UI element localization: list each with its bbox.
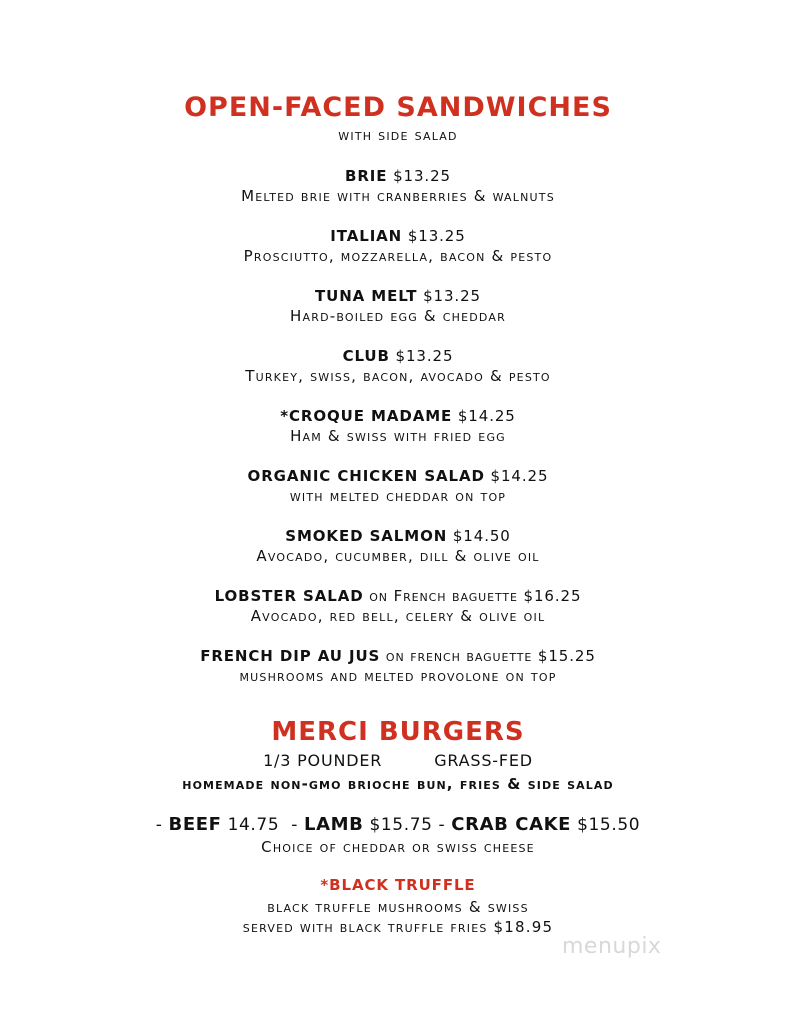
menu-item-name (0, 227, 796, 245)
menu-item-description: mushrooms and melted provolone on top (239, 667, 557, 685)
item-title: TUNA MELT (315, 287, 418, 305)
menu-item-description: with melted cheddar on top (289, 487, 507, 505)
item-title: *CROQUE MADAME (280, 407, 453, 425)
item-price: $16.25 (523, 587, 582, 605)
lamb-price: $15.75 (369, 815, 433, 835)
crab-price: $15.50 (577, 815, 641, 835)
menu-item-description: Avocado, cucumber, dill & olive oil (256, 547, 540, 565)
menu-item-description: Turkey, swiss, bacon, avocado & pesto (245, 367, 551, 385)
menu-item-name (0, 467, 796, 485)
item-title: LOBSTER SALAD (214, 587, 364, 605)
watermark-logo: menupix (562, 934, 662, 959)
item-price: $13.25 (395, 347, 454, 365)
burger-size-line (0, 751, 796, 770)
item-price: $14.50 (452, 527, 511, 545)
menu-item-name (0, 287, 796, 305)
menu-item-description: Avocado, red bell, celery & olive oil (250, 607, 546, 625)
item-title: BRIE (345, 167, 388, 185)
item-title: ITALIAN (330, 227, 403, 245)
item-title: SMOKED SALMON (285, 527, 448, 545)
menu-item-name (0, 407, 796, 425)
special-line1: black truffle mushrooms & swiss (267, 898, 529, 916)
menu-item-description: Prosciutto, mozzarella, bacon & pesto (243, 247, 553, 265)
cheese-choice: Choice of cheddar or swiss cheese (261, 838, 535, 856)
item-extra: on french baguette (385, 647, 533, 665)
item-price: $14.25 (490, 467, 549, 485)
menu-item-name (0, 167, 796, 185)
lamb-label: LAMB (304, 814, 364, 835)
special-line2: served with black truffle fries $18.95 (242, 918, 554, 936)
item-title: CLUB (342, 347, 390, 365)
item-extra: on French baguette (369, 587, 518, 605)
burger-options: - BEEF 14.75 - LAMB $15.75 - CRAB CAKE $15.50 (155, 814, 641, 835)
item-price: $15.25 (537, 647, 596, 665)
menu-item-description: Hard-boiled egg & cheddar (290, 307, 506, 325)
menu-item-name (0, 647, 796, 665)
beef-label: BEEF (168, 814, 222, 835)
special-name: *BLACK TRUFFLE (320, 876, 476, 894)
sandwiches-title: OPEN-FACED SANDWICHES (184, 92, 612, 123)
item-price: $13.25 (423, 287, 481, 305)
menu-item-name (0, 347, 796, 365)
burger-size: 1/3 POUNDER (263, 751, 383, 770)
crab-label: CRAB CAKE (451, 814, 572, 835)
burger-bun: homemade non-gmo brioche bun, fries & side salad (182, 775, 614, 793)
menu-item-description: Ham & swiss with fried egg (290, 427, 506, 445)
item-price: $14.25 (457, 407, 516, 425)
sandwiches-subtitle: with side salad (338, 126, 458, 144)
menu-item-name (0, 527, 796, 545)
item-title: FRENCH DIP AU JUS (200, 647, 381, 665)
burger-type: GRASS-FED (434, 751, 533, 770)
item-title: ORGANIC CHICKEN SALAD (247, 467, 485, 485)
menu-item-description: Melted brie with cranberries & walnuts (241, 187, 555, 205)
menu-item-name (0, 587, 796, 605)
item-price: $13.25 (393, 167, 451, 185)
item-price: $13.25 (407, 227, 466, 245)
burgers-title: MERCI BURGERS (271, 717, 525, 747)
beef-price: 14.75 (227, 815, 280, 835)
